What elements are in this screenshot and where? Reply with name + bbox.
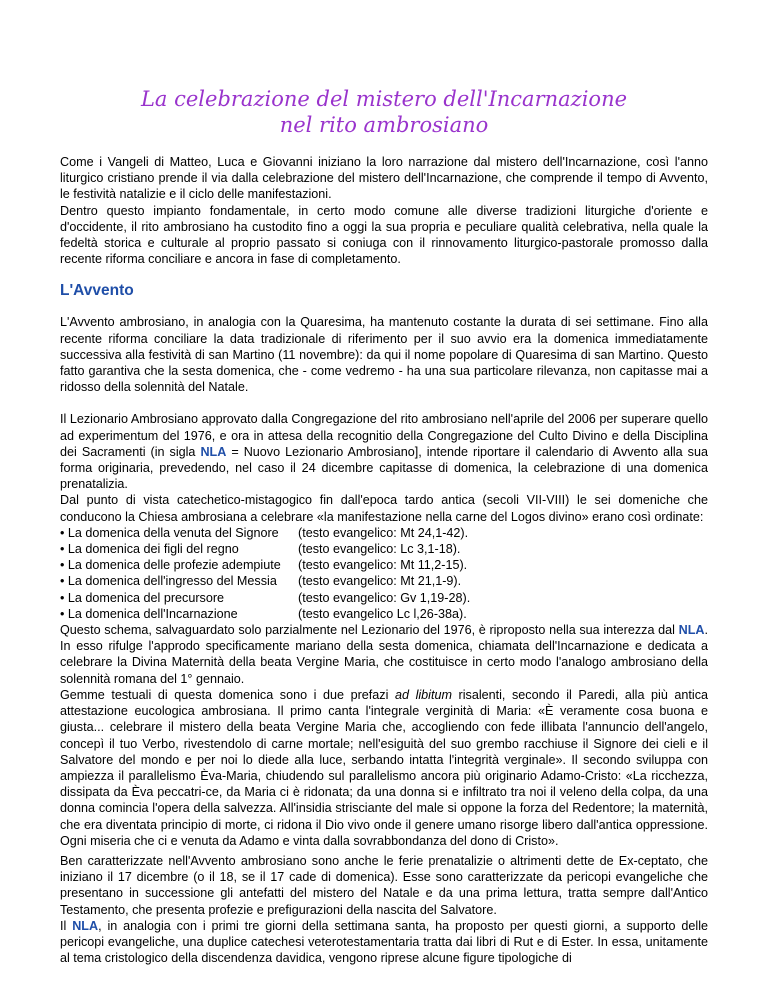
final-text-a: Il [60, 918, 73, 933]
sunday-reference: (testo evangelico: Mt 21,1-9). [298, 574, 462, 589]
sunday-reference: (testo evangelico: Mt 11,2-15). [298, 558, 468, 573]
list-item [60, 590, 708, 606]
list-item [60, 525, 708, 541]
list-item [60, 557, 708, 573]
gemme-italic: ad libitum [394, 687, 452, 702]
paragraph-lezionario [60, 411, 708, 492]
paragraph-schema [60, 622, 708, 687]
lezionario-text-a: Il Lezionario Ambrosiano approvato dalla Congregazione del rito ambrosiano nell'aprile del 2006 per superare quello ad experimentum del 1976, e ora in attesa della recognitio della Congregazione del Culto Divino e della Disciplina dei Sacramenti (in sigla [60, 412, 708, 459]
list-item [60, 606, 708, 622]
paragraph-avvento: L'Avvento ambrosiano, in analogia con la Quaresima, ha mantenuto costante la durata di sei settimane. Fino alla recente riforma conciliare la data tradizionale di riferimento per il suo avvio era la domenica immediatamente successiva alla festività di san Martino (11 novembre): da qui il nome popolare di Quaresima di san Martino. Questo fatto garantiva che la sesta domenica, che - come vedremo - ha una sua particolare rilevanza, non capitasse mai a ridosso della solennità del Natale. [60, 315, 708, 395]
sunday-reference: (testo evangelico Lc l,26-38a). [298, 606, 467, 621]
gemme-text-b: risalenti, secondo il Paredi, alla più antica attestazione eucologica ambrosiana. Il primo canta l'integrale verginità di Maria: «È veramente cosa buona e giusta... celebrare il mistero della beata Vergine Maria che, accogliendo con fede illibata l'annuncio dell'angelo, concepì il tuo Verbo, rivestendolo di carne mortale; nell'esiguità del suo grembo racchiuse il Signore dei cieli e il Salvatore del mondo e per noi lo diede alla luce, serbando intatta l'integrità verginale». Il secondo sviluppa con ampiezza il parallelismo Èva-Maria, chiudendo sul parallelismo ancora più originario Adamo-Cristo: «La ricchezza, dissipata da Èva peccatri-ce, da Maria ci è ridonata; da una donna si e infiltrato tra noi il veleno della colpa, da una donna comincia l'opera della salvezza. All'insidia strisciante del male si oppone la forza del Redentore; la maternità, che era diventata principio di morte, ci ridona il Dio vivo onde il genere umano risorge libero dall'antica oppressione. Ogni miseria che ci e venuta da Adamo e vinta dalla sovrabbondanza del dono di Cristo». [60, 687, 708, 848]
sunday-name: • La domenica del precursore [60, 590, 225, 605]
sunday-name: • La domenica delle profezie adempiute [60, 558, 281, 573]
paragraph-gemme [60, 687, 708, 849]
sunday-reference: (testo evangelico: Mt 24,1-42). [298, 525, 469, 540]
sunday-name: • La domenica dell'Incarnazione [60, 606, 238, 621]
paragraph-catechetico: Dal punto di vista catechetico-mistagogico fin dall'epoca tardo antica (secoli VII-VIII) le sei domeniche che conducono la Chiesa ambrosiana a celebrare «la manifestazione nella carne del Logos divino» erano così ordinate: [60, 493, 708, 524]
final-text-b: , in analogia con i primi tre giorni della settimana santa, ha proposto per questi giorni, a supporto delle pericopi evangeliche, una duplice catechesi veterotestamentaria tratta dai libri di Rut e di Ester. In essa, unitamente al tema cristologico della discendenza davidica, vengono riprese alcune figure tipologiche di [60, 918, 708, 966]
sunday-reference: (testo evangelico: Lc 3,1-18). [298, 542, 461, 557]
paragraph-final [60, 918, 708, 967]
sunday-name: • La domenica dell'ingresso del Messia [60, 574, 277, 589]
nla-abbreviation: NLA [200, 444, 227, 459]
nla-abbreviation: NLA [678, 623, 705, 638]
intro-paragraph-2: Dentro questo impianto fondamentale, in certo modo comune alle diverse tradizioni liturgiche d'oriente e d'occidente, il rito ambrosiano ha custodito fino a oggi la sua propria e peculiare qualità celebrativa, nella quale la fedeltà storica e culturale al proprio passato si coniuga con il rinnovamento liturgico-pastorale promosso dalla recente riforma conciliare e ancora in fase di completamento. [60, 203, 708, 267]
list-item [60, 541, 708, 557]
title-line-2: nel rito ambrosiano [279, 113, 489, 137]
sunday-reference: (testo evangelico: Gv 1,19-28). [298, 590, 471, 605]
intro-paragraph-1: Come i Vangeli di Matteo, Luca e Giovanni iniziano la loro narrazione dal mistero dell'Incarnazione, così l'anno liturgico cristiano prende il via dalla celebrazione del mistero dell'Incarnazione, che comprende il tempo di Avvento, le festività natalizie e il ciclo delle manifestazioni. [60, 155, 708, 202]
list-item [60, 573, 708, 589]
sundays-list [60, 525, 708, 622]
sunday-name: • La domenica della venuta del Signore [60, 525, 279, 540]
section-heading-avvento: L'Avvento [60, 282, 134, 300]
gemme-text-a: Gemme testuali di questa domenica sono i due prefazi [60, 687, 395, 702]
lezionario-text-b: = Nuovo Lezionario Ambrosiano], intende riportare il calendario di Avvento alla sua forma originaria, prevedendo, nel caso il 24 dicembre capitasse di domenica, la celebrazione di una domenica prenatalizia. [60, 444, 708, 492]
schema-text-b: . In esso rifulge l'approdo specificamente mariano della sesta domenica, chiamata dell'Incarnazione e dedicata a celebrare la Divina Maternità della beata Vergine Maria, che costituisce in certo modo l'analogo ambrosiano della solennità romana del 1° gennaio. [60, 623, 708, 686]
sunday-name: • La domenica dei figli del regno [60, 542, 239, 557]
document-title [60, 86, 708, 138]
paragraph-ferie: Ben caratterizzate nell'Avvento ambrosiano sono anche le ferie prenatalizie o altrimenti dette de Ex-ceptato, che iniziano il 17 dicembre (o il 18, se il 17 cade di domenica). Esse sono caratterizzate da pericopi evangeliche che presentano in successione gli antefatti del mistero del Natale e da una prima lettura, tratta sempre dall'Antico Testamento, che presenta profezie e prefigurazioni della nascita del Salvatore. [60, 853, 708, 917]
schema-text-a: Questo schema, salvaguardato solo parzialmente nel Lezionario del 1976, è riproposto nella sua interezza dal [60, 623, 679, 638]
document-page [60, 86, 708, 966]
nla-abbreviation: NLA [72, 918, 99, 933]
title-line-1: La celebrazione del mistero dell'Incarnazione [140, 87, 628, 111]
